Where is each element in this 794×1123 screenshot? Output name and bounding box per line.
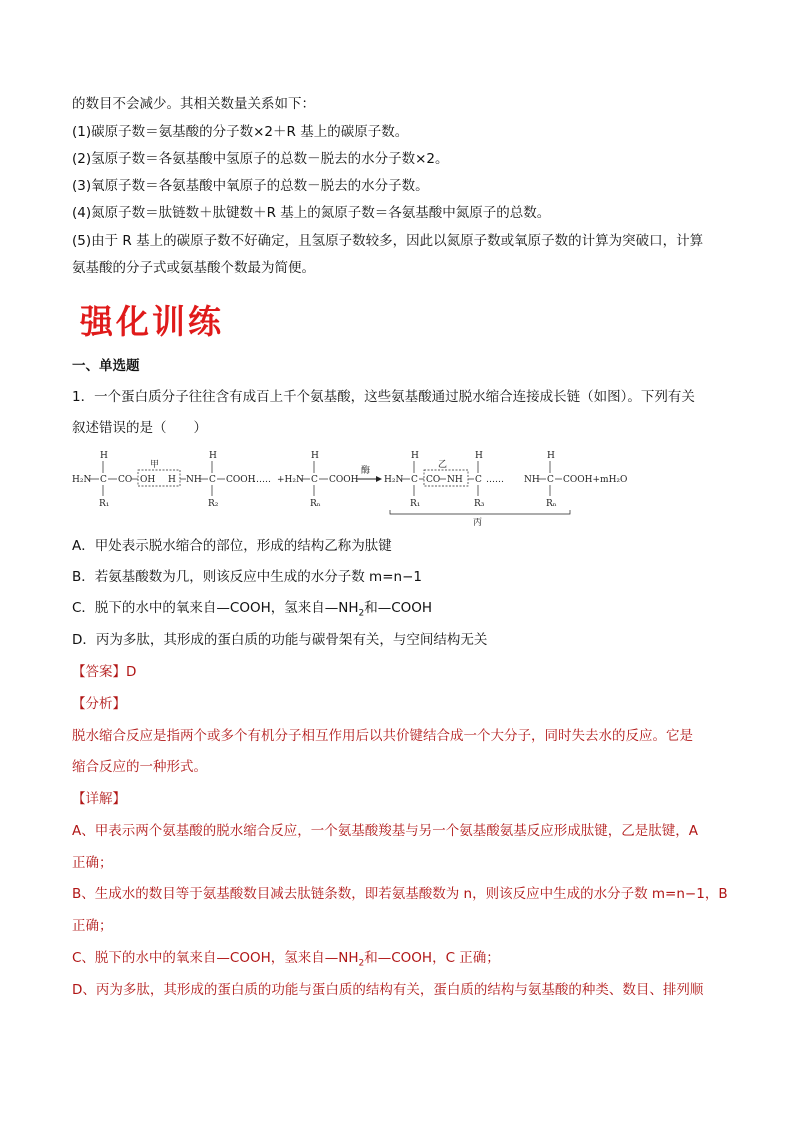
fig-r1-b: R₁ [410,499,421,509]
intro-line-0: 的数目不会减少。其相关数量关系如下： [72,96,315,112]
fig-r3: R₃ [474,499,485,509]
fig-cooh-1: COOH [226,475,256,485]
intro-line-5a: (5)由于 R 基上的碳原子数不好确定，且氢原子数较多，因此以氮原子数或氧原子数的计算为突破口，计算 [72,233,704,249]
fig-h-top-1: H [100,451,108,461]
fig-rn-2: Rₙ [546,499,557,509]
question-stem-a: 1．一个蛋白质分子往往含有成百上千个氨基酸，这些氨基酸通过脱水缩合连接成长链（如图）。下列有关 [72,389,695,405]
fig-c-1: C [100,475,107,485]
analysis-tag: 【分析】 [72,696,126,712]
fig-dots-1: …… [253,475,271,485]
answer-value: D [126,664,137,680]
fig-c-5: C [475,475,482,485]
fig-co-2: CO [426,475,441,485]
fig-r1: R₁ [99,499,110,509]
fig-h-top-4: H [411,451,419,461]
fig-water: COOH+mH₂O [563,475,628,485]
fig-h-top-5: H [475,451,483,461]
peptide-figure [72,446,632,526]
intro-line-4: (4)氮原子数＝肽链数＋肽键数＋R 基上的氮原子数＝各氨基酸中氮原子的总数。 [72,205,551,221]
fig-h2n-2: H₂N [384,475,404,485]
detail-c: C、脱下的水中的氧来自—COOH，氢来自$—NH_2$和—COOH，C 正确； [72,950,500,969]
intro-line-1: (1)碳原子数＝氨基酸的分子数×2＋R 基上的碳原子数。 [72,124,409,140]
subsection-heading: 一、单选题 [72,358,140,374]
option-a: A．甲处表示脱水缩合的部位，形成的结构乙称为肽键 [72,538,392,554]
fig-bing: 丙 [473,518,483,526]
detail-a-2: 正确； [72,855,113,871]
detail-b-2: 正确； [72,918,113,934]
intro-line-5b: 氨基酸的分子式或氨基酸个数最为简便。 [72,260,315,276]
option-b: B．若氨基酸数为几，则该反应中生成的水分子数 m=n−1 [72,569,422,585]
fig-c-3: C [311,475,318,485]
fig-h2n-1: H₂N [72,475,92,485]
option-c: C．脱下的水中的氧来自—COOH，氢来自$—NH_2$和—COOH [72,600,433,619]
fig-cooh-2: COOH [329,475,359,485]
option-d: D．丙为多肽，其形成的蛋白质的功能与碳骨架有关，与空间结构无关 [72,632,488,648]
detail-a-1: A、甲表示两个氨基酸的脱水缩合反应，一个氨基酸羧基与另一个氨基酸氨基反应形成肽键，乙是肽键，A [72,823,698,839]
analysis-line-1: 脱水缩合反应是指两个或多个有机分子相互作用后以共价键结合成一个大分子，同时失去水的反应。它是 [72,728,693,744]
fig-rn-1: Rₙ [310,499,321,509]
fig-oh: OH [140,475,156,485]
fig-h-top-3: H [311,451,319,461]
detail-tag: 【详解】 [72,791,126,807]
fig-nh-2: NH [447,475,463,485]
section-title: 强化训练 [80,302,224,341]
intro-line-3: (3)氧原子数＝各氨基酸中氧原子的总数－脱去的水分子数。 [72,178,429,194]
question-stem-b: 叙述错误的是（ ） [72,420,207,436]
fig-h-mid: H [168,475,176,485]
fig-plus-h2n: +H₂N [277,475,304,485]
intro-line-2: (2)氢原子数＝各氨基酸中氢原子的总数－脱去的水分子数×2。 [72,151,449,167]
fig-enzyme: 酶 [361,466,371,476]
analysis-line-2: 缩合反应的一种形式。 [72,759,207,775]
fig-c-4: C [411,475,418,485]
fig-c-2: C [209,475,216,485]
fig-co-1: CO [118,475,133,485]
fig-r2: R₂ [208,499,219,509]
detail-d-1: D、丙为多肽，其形成的蛋白质的功能与蛋白质的结构有关，蛋白质的结构与氨基酸的种类、数目、排列顺 [72,982,704,998]
answer-line [72,662,136,682]
fig-h-top-2: H [209,451,217,461]
detail-b-1: B、生成水的数目等于氨基酸数目减去肽链条数，即若氨基酸数为 n，则该反应中生成的水分子数 m=n−1，B [72,886,728,902]
fig-yi: 乙 [438,460,448,470]
fig-jia: 甲 [150,460,160,470]
answer-tag: 【答案】 [72,664,126,680]
fig-nh-3: NH [524,475,540,485]
fig-c-6: C [547,475,554,485]
fig-dots-2: …… [486,475,504,485]
fig-h-top-6: H [547,451,555,461]
fig-nh-1: NH [186,475,202,485]
